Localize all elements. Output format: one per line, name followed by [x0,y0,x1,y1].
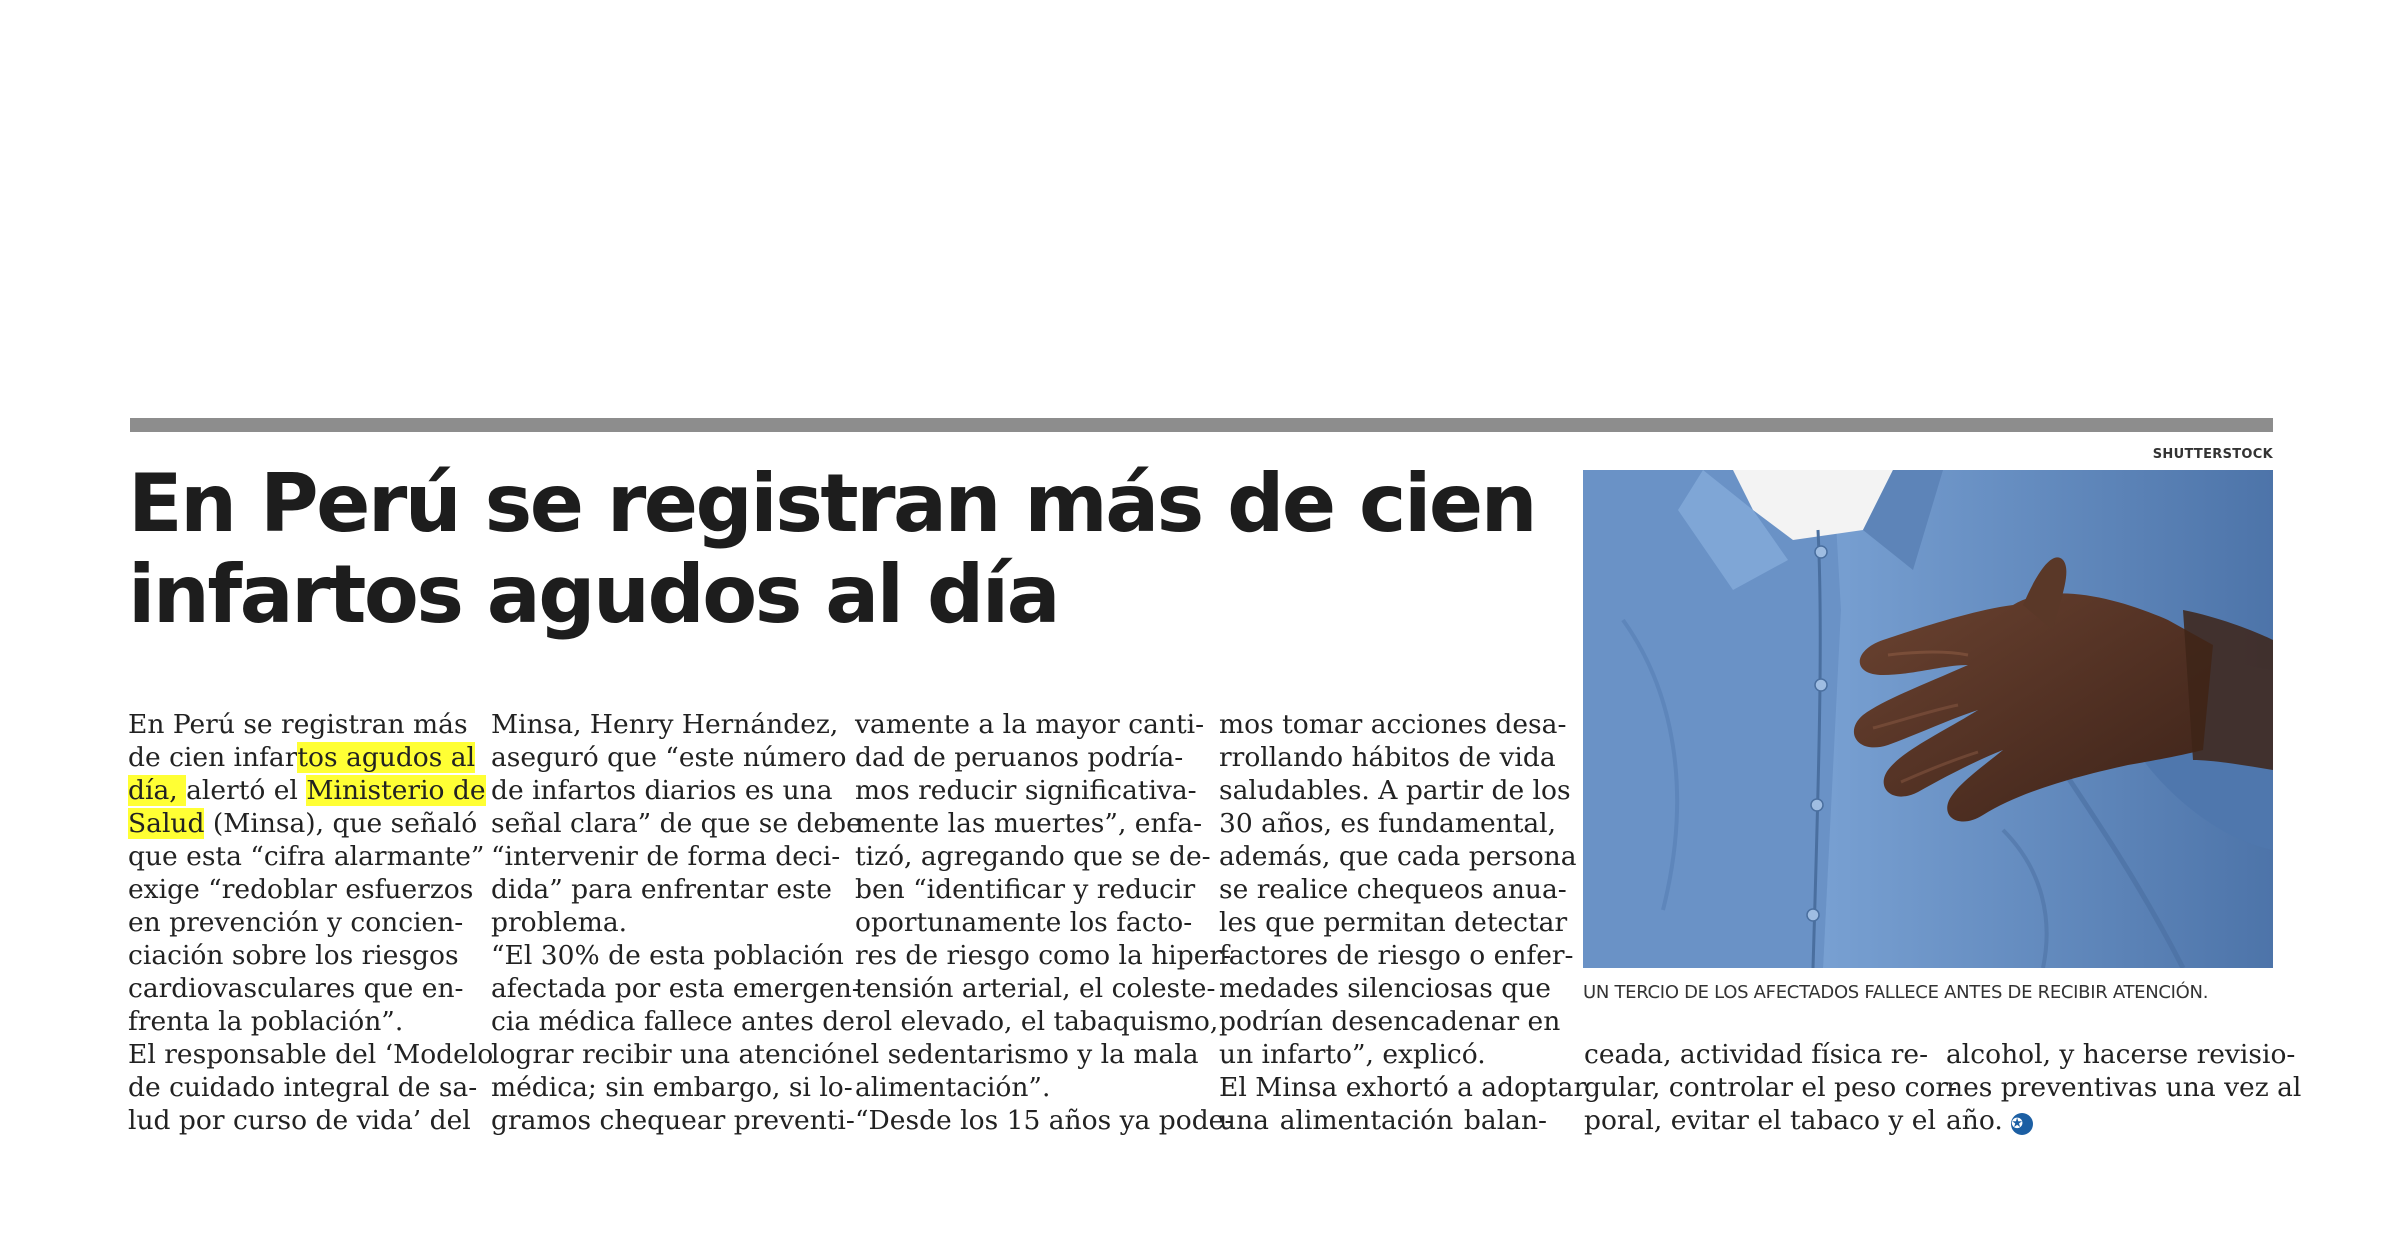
text-line: alcohol, y hacerse revisio- [1946,1039,2296,1070]
article-column-6 [1946,1038,2302,1137]
text-line: un infarto”, explicó. [1219,1039,1486,1070]
text-line: res de riesgo como la hiper- [855,940,1232,971]
text-line-final [1946,1104,2276,1137]
highlighted-phrase: día, [128,775,187,806]
article-photo [1583,470,2273,968]
text-line: afectada por esta emergen- [491,973,861,1004]
text-line: una alimentación balan- [1219,1105,1547,1136]
text-line: tensión arterial, el coleste- [855,973,1216,1004]
text-line: podrían desencadenar en [1219,1006,1561,1037]
headline-line: En Perú se registran más de cien [128,457,1536,550]
text-line: “Desde los 15 años ya pode- [855,1105,1234,1136]
article-column-4 [1219,708,1587,1137]
article-headline [128,458,1548,640]
section-top-rule [130,418,2273,432]
text-line: lud por curso de vida’ del [128,1105,471,1136]
text-line: además, que cada persona [1219,841,1577,872]
text-line: ciación sobre los riesgos [128,940,459,971]
highlighted-phrase: tos agudos al [297,742,476,773]
text-line-highlight-2: día, alertó el Ministerio de [128,775,486,806]
text-line: frenta la población”. [128,1006,404,1037]
chest-pain-photo-illustration [1583,470,2273,968]
text-line: El responsable del ‘Modelo [128,1039,494,1070]
text-line: mos reducir significativa- [855,775,1197,806]
final-word: año. [1946,1105,2003,1136]
text-line: nes preventivas una vez al [1946,1072,2302,1103]
text-line: mente las muertes”, enfa- [855,808,1203,839]
text-line: rrollando hábitos de vida [1219,742,1556,773]
article-column-3 [855,708,1234,1137]
article-column-5 [1584,1038,1958,1137]
text-line: cia médica fallece antes de [491,1006,855,1037]
text-line: exige “redoblar esfuerzos [128,874,474,905]
text-line: “El 30% de esta población [491,940,844,971]
text-line: que esta “cifra alarmante” [128,841,485,872]
text-line: de cuidado integral de sa- [128,1072,478,1103]
text-line: vamente a la mayor canti- [855,709,1205,740]
text-line: en prevención y concien- [128,907,464,938]
text-line: 30 años, es fundamental, [1219,808,1557,839]
text-line: lograr recibir una atención [491,1039,855,1070]
photo-caption: UN TERCIO DE LOS AFECTADOS FALLECE ANTES DE RECIBIR ATENCIÓN. [1583,982,2209,1003]
text-line: alimentación”. [855,1072,1051,1103]
text-line: cardiovasculares que en- [128,973,464,1004]
article-column-1 [128,708,494,1137]
text-line: aseguró que “este número [491,742,847,773]
text-line: señal clara” de que se debe [491,808,862,839]
text-line: medades silenciosas que [1219,973,1551,1004]
text-line: se realice chequeos anua- [1219,874,1567,905]
text-line: dad de peruanos podría- [855,742,1184,773]
highlighted-phrase: Salud [128,808,205,839]
text-line: gramos chequear preventi- [491,1105,855,1136]
text-line: mos tomar acciones desa- [1219,709,1567,740]
text-line: El Minsa exhortó a adoptar [1219,1072,1587,1103]
text-line-highlight-3: Salud (Minsa), que señaló [128,808,478,839]
text-line: les que permitan detectar [1219,907,1568,938]
text-line: de infartos diarios es una [491,775,833,806]
article-column-2 [491,708,862,1137]
text-line: ceada, actividad física re- [1584,1039,1929,1070]
text-line-highlight-1: de cien infartos agudos al [128,742,476,773]
text-line: En Perú se registran más [128,709,468,740]
text-line: ben “identificar y reducir [855,874,1196,905]
text-line: oportunamente los facto- [855,907,1193,938]
text-line: el sedentarismo y la mala [855,1039,1199,1070]
highlighted-phrase: Ministerio de [306,775,486,806]
text-line: problema. [491,907,628,938]
text-line: rol elevado, el tabaquismo, [855,1006,1219,1037]
text-line: poral, evitar el tabaco y el [1584,1105,1936,1136]
text-line: médica; sin embargo, si lo- [491,1072,853,1103]
text-line: tizó, agregando que se de- [855,841,1211,872]
text-line: factores de riesgo o enfer- [1219,940,1574,971]
headline-line: infartos agudos al día [128,548,1059,641]
text-line: dida” para enfrentar este [491,874,832,905]
text-line: saludables. A partir de los [1219,775,1571,806]
photo-credit: SHUTTERSTOCK [2152,447,2273,462]
star-circle-icon: ✪ [2011,1113,2033,1135]
text-line: gular, controlar el peso cor- [1584,1072,1958,1103]
text-line: “intervenir de forma deci- [491,841,841,872]
text-line: Minsa, Henry Hernández, [491,709,839,740]
